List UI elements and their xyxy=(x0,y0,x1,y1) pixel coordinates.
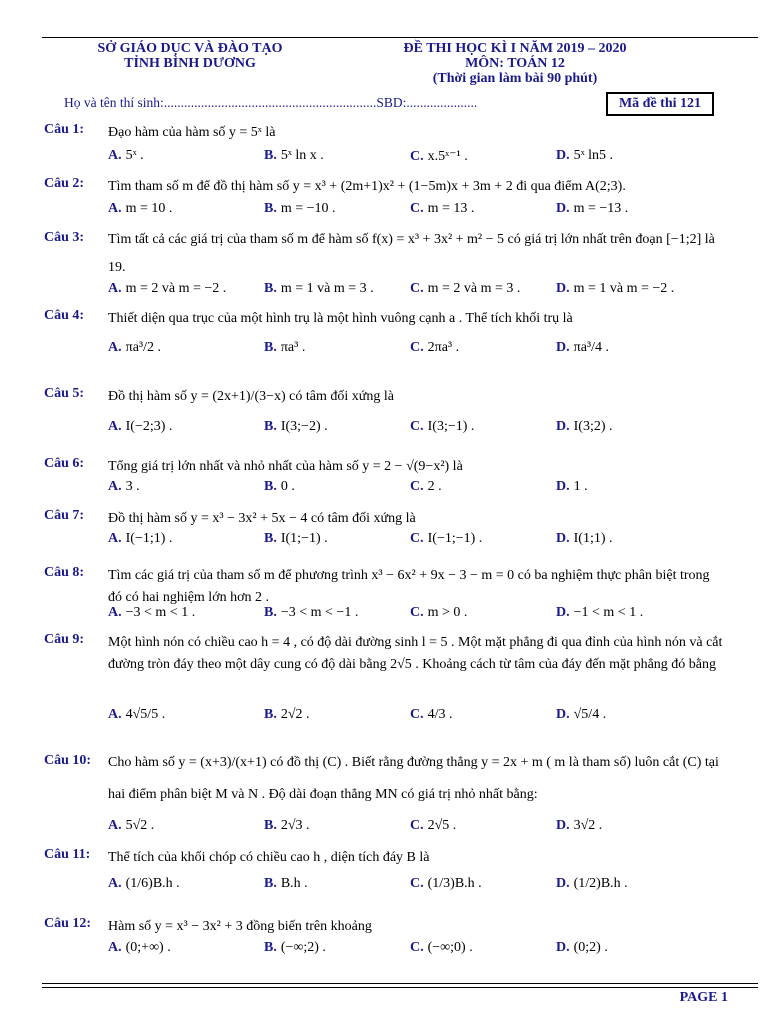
option-a: A. m = 10 . xyxy=(108,201,173,216)
option-c: C. 4/3 . xyxy=(410,707,453,722)
option-b: B. I(1;−1) . xyxy=(264,531,328,546)
question-label: Câu 10: xyxy=(44,753,92,768)
option-d: D. (1/2)B.h . xyxy=(556,876,628,891)
option-b: B. −3 < m < −1 . xyxy=(264,605,359,620)
question-text: Một hình nón có chiều cao h = 4 , có độ dài đường sinh l = 5 . Một mặt phẳng đi qua đỉnh của hình nón và cắt đường tròn đáy theo một dây cung có độ dài bằng 2√5 . Khoảng cách từ tâm của đáy đến mặt phẳng đó bằng xyxy=(108,635,723,672)
option-b: B. (−∞;2) . xyxy=(264,940,326,955)
question-text: Tìm các giá trị của tham số m để phương trình x³ − 6x² + 9x − 3 − m = 0 có ba nghiệm thực phân biệt trong đó có hai nghiệm lớn hơn 2 . xyxy=(108,568,710,605)
question-text: Hàm số y = x³ − 3x² + 3 đồng biến trên khoảng xyxy=(108,919,372,934)
option-d: D. 1 . xyxy=(556,479,588,494)
question-label: Câu 11: xyxy=(44,847,91,862)
option-c: C. m > 0 . xyxy=(410,605,468,620)
exam-title: ĐỀ THI HỌC KÌ I NĂM 2019 – 2020 xyxy=(403,41,627,56)
option-a: A. −3 < m < 1 . xyxy=(108,605,196,620)
option-a: A. 5√2 . xyxy=(108,818,155,833)
option-a: A. 4√5/5 . xyxy=(108,707,166,722)
option-b: B. m = −10 . xyxy=(264,201,336,216)
option-b: B. I(3;−2) . xyxy=(264,419,328,434)
question-label: Câu 6: xyxy=(44,456,85,471)
option-d: D. πa³/4 . xyxy=(556,340,609,355)
question-label: Câu 4: xyxy=(44,308,85,323)
question-text: Tìm tham số m để đồ thị hàm số y = x³ + (2m+1)x² + (1−5m)x + 3m + 2 đi qua điểm A(2;3). xyxy=(108,179,626,194)
department-header xyxy=(60,41,320,71)
option-b: B. m = 1 và m = 3 . xyxy=(264,281,374,296)
option-b: B. 5ˣ ln x . xyxy=(264,148,324,163)
option-a: A. (0;+∞) . xyxy=(108,940,171,955)
question-text: Đạo hàm của hàm số y = 5ˣ là xyxy=(108,125,276,140)
question-label: Câu 12: xyxy=(44,916,92,931)
footer-rule xyxy=(42,983,758,984)
option-d: D. m = −13 . xyxy=(556,201,629,216)
question-text: Đồ thị hàm số y = (2x+1)/(3−x) có tâm đối xứng là xyxy=(108,389,394,404)
option-c: C. m = 13 . xyxy=(410,201,475,216)
question-label: Câu 7: xyxy=(44,508,85,523)
option-c: C. I(−1;−1) . xyxy=(410,531,483,546)
department-name: SỞ GIÁO DỤC VÀ ĐÀO TẠO xyxy=(97,41,283,56)
option-d: D. (0;2) . xyxy=(556,940,608,955)
question-text: Đồ thị hàm số y = x³ − 3x² + 5x − 4 có tâm đối xứng là xyxy=(108,511,416,526)
question-label: Câu 5: xyxy=(44,386,85,401)
footer-rule-thin xyxy=(42,987,758,988)
exam-time: (Thời gian làm bài 90 phút) xyxy=(432,71,598,86)
question-label: Câu 3: xyxy=(44,230,85,245)
option-a: A. πa³/2 . xyxy=(108,340,161,355)
question-text: Tổng giá trị lớn nhất và nhỏ nhất của hàm số y = 2 − √(9−x²) là xyxy=(108,459,463,474)
option-c: C. (−∞;0) . xyxy=(410,940,473,955)
option-a: A. 5ˣ . xyxy=(108,148,144,163)
option-c: C. m = 2 và m = 3 . xyxy=(410,281,521,296)
option-c: C. (1/3)B.h . xyxy=(410,876,482,891)
option-c: C. 2πa³ . xyxy=(410,340,460,355)
option-a: A. (1/6)B.h . xyxy=(108,876,180,891)
question-label: Câu 2: xyxy=(44,176,85,191)
option-a: A. 3 . xyxy=(108,479,140,494)
question-label: Câu 8: xyxy=(44,565,85,580)
option-a: A. m = 2 và m = −2 . xyxy=(108,281,227,296)
page-number: PAGE 1 xyxy=(679,990,728,1005)
question-label: Câu 9: xyxy=(44,632,85,647)
exam-header xyxy=(380,41,650,86)
option-c: C. 2√5 . xyxy=(410,818,457,833)
candidate-info-line: Họ và tên thí sinh:...............................................................SBD:..................... xyxy=(64,95,478,110)
top-rule xyxy=(42,37,758,38)
option-d: D. 5ˣ ln5 . xyxy=(556,148,614,163)
exam-code-box: Mã đề thi 121 xyxy=(606,92,714,116)
option-b: B. 2√3 . xyxy=(264,818,310,833)
question-text: Cho hàm số y = (x+3)/(x+1) có đồ thị (C) . Biết rằng đường thẳng y = 2x + m ( m là tham số) luôn cắt (C) tại hai điểm phân biệt M và N . Độ dài đoạn thẳng MN có giá trị nhỏ nhất bằng: xyxy=(108,755,719,802)
option-b: B. B.h . xyxy=(264,876,308,891)
option-d: D. √5/4 . xyxy=(556,707,607,722)
option-b: B. πa³ . xyxy=(264,340,306,355)
option-d: D. m = 1 và m = −2 . xyxy=(556,281,675,296)
option-d: D. −1 < m < 1 . xyxy=(556,605,644,620)
question-text: Thể tích của khối chóp có chiều cao h , diện tích đáy B là xyxy=(108,850,430,865)
option-b: B. 2√2 . xyxy=(264,707,310,722)
question-label: Câu 1: xyxy=(44,122,85,137)
option-d: D. I(1;1) . xyxy=(556,531,613,546)
question-text: Thiết diện qua trục của một hình trụ là một hình vuông cạnh a . Thể tích khối trụ là xyxy=(108,311,573,326)
option-a: A. I(−1;1) . xyxy=(108,531,173,546)
option-d: D. 3√2 . xyxy=(556,818,603,833)
option-c: C. 2 . xyxy=(410,479,442,494)
option-b: B. 0 . xyxy=(264,479,295,494)
option-a: A. I(−2;3) . xyxy=(108,419,173,434)
option-d: D. I(3;2) . xyxy=(556,419,613,434)
option-c: C. x.5ˣ⁻¹ . xyxy=(410,149,468,164)
option-c: C. I(3;−1) . xyxy=(410,419,475,434)
exam-subject: MÔN: TOÁN 12 xyxy=(465,56,565,71)
question-text: Tìm tất cả các giá trị của tham số m để hàm số f(x) = x³ + 3x² + m² − 5 có giá trị lớn nhất trên đoạn [−1;2] là 19. xyxy=(108,232,715,275)
province-name: TỈNH BÌNH DƯƠNG xyxy=(124,56,256,71)
